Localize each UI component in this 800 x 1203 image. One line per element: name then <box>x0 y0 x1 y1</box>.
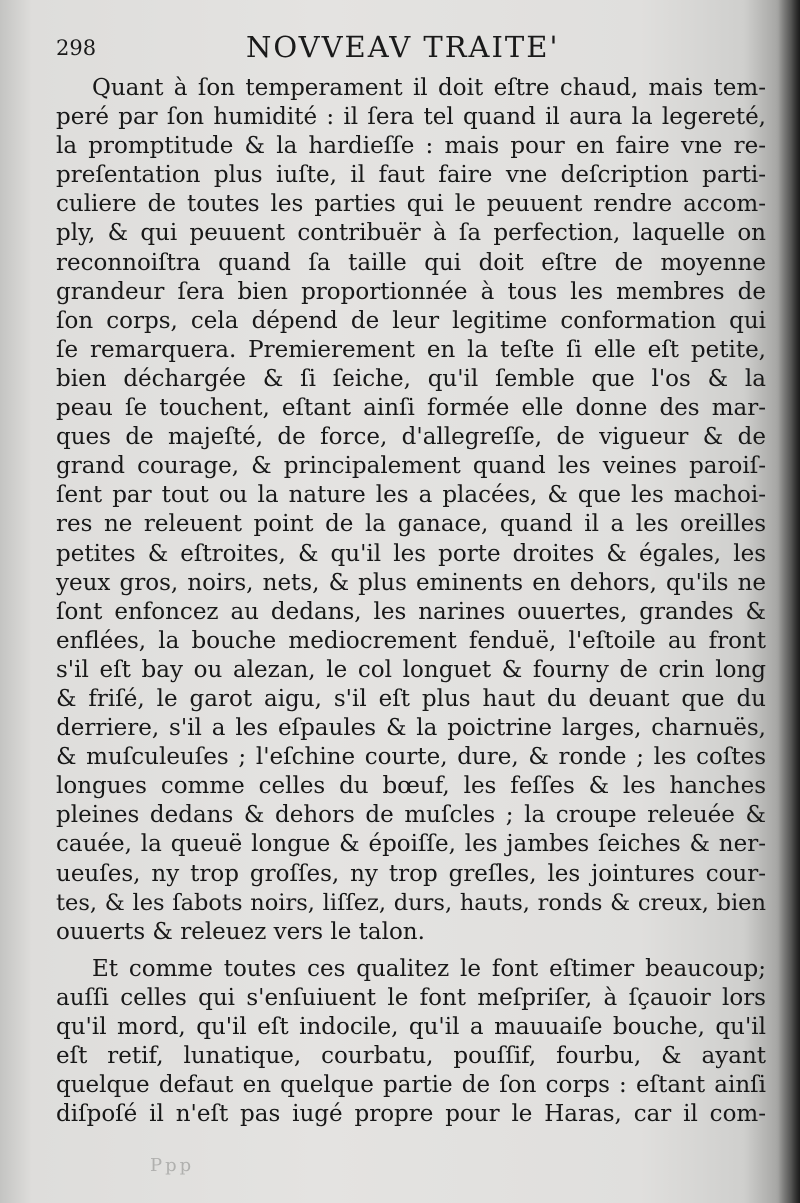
text-line: cauée, la queuë longue & époiſſe, les jambes ſeiches & ner- <box>56 831 766 858</box>
text-line: ques de majeſté, de force, d'allegreſſe, de vigueur & de <box>56 424 766 451</box>
text-line: tes, & les ſabots noirs, liſſez, durs, hauts, ronds & creux, bien <box>56 889 766 916</box>
text-line: preſentation plus iuſte, il faut faire vne deſcription parti- <box>56 162 766 189</box>
text-line: & muſculeuſes ; l'eſchine courte, dure, & ronde ; les coſtes <box>56 744 766 771</box>
text-line: yeux gros, noirs, nets, & plus eminents en dehors, qu'ils ne <box>56 569 766 596</box>
text-line: reconnoiſtra quand ſa taille qui doit eſtre de moyenne <box>56 249 766 276</box>
text-line: diſpoſé il n'eſt pas iugé propre pour le Haras, car il com- <box>56 1101 766 1128</box>
text-line: pleines dedans & dehors de muſcles ; la croupe releuée & <box>56 802 766 829</box>
text-line: enflées, la bouche mediocrement fenduë, l'eſtoile au front <box>56 627 766 654</box>
text-line: ſont enfoncez au dedans, les narines ouuertes, grandes & <box>56 598 766 625</box>
text-line: grand courage, & principalement quand les veines paroiſ- <box>56 453 766 480</box>
text-line: ueuſes, ny trop groſſes, ny trop greſles, les jointures cour- <box>56 860 766 887</box>
text-line: & friſé, le garot aigu, s'il eſt plus haut du deuant que du <box>56 685 766 712</box>
text-line: Et comme toutes ces qualitez le font eſtimer beaucoup; <box>92 955 766 982</box>
text-line: culiere de toutes les parties qui le peuuent rendre accom- <box>56 191 766 218</box>
text-line: peau ſe touchent, eſtant ainſi formée elle donne des mar- <box>56 395 766 422</box>
text-line: auſſi celles qui s'enſuiuent le font meſpriſer, à ſçauoir lors <box>56 984 766 1011</box>
page-number: 298 <box>56 36 97 60</box>
text-line: Quant à ſon temperament il doit eſtre chaud, mais tem- <box>92 75 766 101</box>
text-line: eſt retif, lunatique, courbatu, pouſſif, fourbu, & ayant <box>56 1043 766 1070</box>
signature-mark: Ppp <box>150 1155 195 1176</box>
text-line: ply, & qui peuuent contribuër à ſa perfection, laquelle on <box>56 220 766 247</box>
text-line: petites & eſtroites, & qu'il les porte droites & égales, les <box>56 540 766 567</box>
body-text <box>56 74 766 1129</box>
page-header <box>56 30 756 70</box>
text-line: grandeur ſera bien proportionnée à tous les membres de <box>56 278 766 305</box>
page-edge-shadow <box>778 0 800 1203</box>
running-title: NOVVEAV TRAITE' <box>246 30 560 64</box>
text-line: qu'il mord, qu'il eſt indocile, qu'il a mauuaiſe bouche, qu'il <box>56 1014 766 1040</box>
text-line: res ne releuent point de la ganace, quand il a les oreilles <box>56 511 766 538</box>
text-line: quelque defaut en quelque partie de ſon corps : eſtant ainſi <box>56 1072 766 1099</box>
text-line: ſent par tout ou la nature les a placées, & que les machoi- <box>56 482 766 509</box>
text-line: bien déchargée & ſi ſeiche, qu'il ſemble que l'os & la <box>56 365 766 392</box>
text-line: peré par ſon humidité : il ſera tel quand il aura la legereté, <box>56 104 766 131</box>
text-line: longues comme celles du bœuf, les feſſes & les hanches <box>56 773 766 800</box>
text-line: ouuerts & releuez vers le talon. <box>56 918 425 945</box>
text-line: la promptitude & la hardieſſe : mais pour en faire vne re- <box>56 133 766 160</box>
text-line: ſon corps, cela dépend de leur legitime conformation qui <box>56 307 766 334</box>
text-line: s'il eſt bay ou alezan, le col longuet & fourny de crin long <box>56 656 766 683</box>
text-line: derriere, s'il a les eſpaules & la poictrine larges, charnuës, <box>56 715 766 742</box>
text-line: ſe remarquera. Premierement en la teſte ſi elle eſt petite, <box>56 336 766 363</box>
